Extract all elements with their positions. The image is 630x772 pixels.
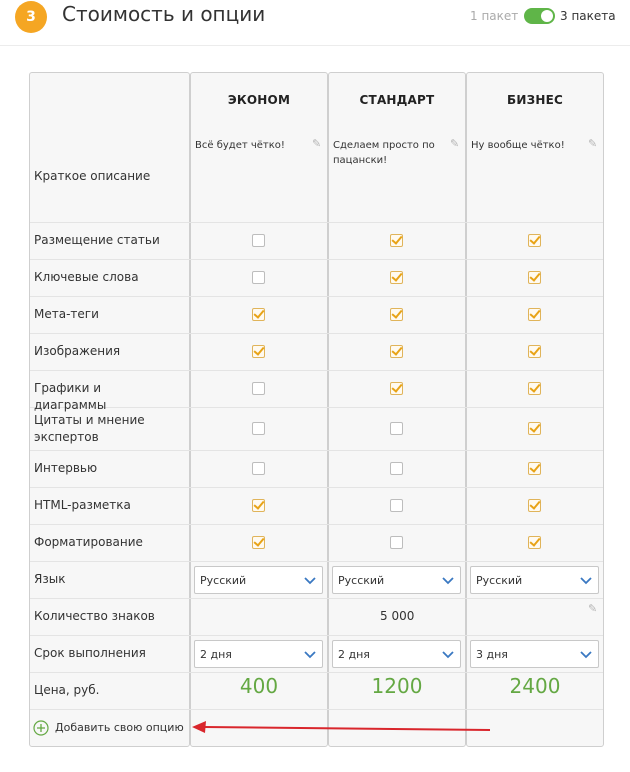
select-value: 3 дня: [476, 648, 508, 661]
option-label: Размещение статьи: [34, 233, 160, 247]
plus-circle-icon: [33, 720, 49, 736]
option-label: Графики и диаграммы: [34, 381, 107, 412]
chevron-down-icon: [441, 647, 455, 661]
deadline-select[interactable]: [194, 640, 323, 668]
row-separator: [30, 635, 603, 636]
option-checkbox[interactable]: [528, 499, 541, 512]
row-separator: [30, 672, 603, 673]
select-value: Русский: [200, 574, 247, 587]
select-value: Русский: [338, 574, 385, 587]
option-checkbox[interactable]: [390, 536, 403, 549]
package-name: СТАНДАРТ: [359, 93, 435, 107]
option-checkbox[interactable]: [252, 234, 265, 247]
toggle-left-label[interactable]: 1 пакет: [470, 9, 519, 23]
select-value: 2 дня: [338, 648, 370, 661]
package-name: БИЗНЕС: [507, 93, 563, 107]
option-checkbox[interactable]: [528, 462, 541, 475]
row-label-short-description: Краткое описание: [34, 169, 151, 183]
add-option-label: Добавить свою опцию: [55, 721, 184, 734]
row-label-char-count: Количество знаков: [34, 609, 155, 623]
red-arrow-annotation: [190, 718, 495, 740]
package-description[interactable]: Всё будет чётко!: [195, 140, 285, 151]
deadline-select[interactable]: [332, 640, 461, 668]
package-description[interactable]: Ну вообще чётко!: [471, 140, 565, 151]
option-checkbox[interactable]: [390, 234, 403, 247]
package-name: ЭКОНОМ: [227, 93, 291, 107]
option-checkbox[interactable]: [390, 382, 403, 395]
row-separator: [30, 296, 603, 297]
row-separator: [30, 450, 603, 451]
option-label: Мета-теги: [34, 307, 99, 321]
option-checkbox[interactable]: [528, 345, 541, 358]
option-label: Цитаты и мнение экспертов: [34, 412, 145, 444]
select-value: Русский: [476, 574, 523, 587]
language-select[interactable]: [194, 566, 323, 594]
package-price: 400: [239, 674, 279, 698]
option-checkbox[interactable]: [252, 422, 265, 435]
row-separator: [30, 333, 603, 334]
row-label-language: Язык: [34, 572, 66, 586]
option-checkbox[interactable]: [528, 271, 541, 284]
toggle-knob: [541, 10, 553, 22]
edit-pencil-icon[interactable]: ✎: [450, 137, 460, 150]
option-label: Изображения: [34, 344, 121, 358]
option-label: HTML-разметка: [34, 498, 131, 512]
row-separator: [30, 222, 603, 223]
option-checkbox[interactable]: [390, 462, 403, 475]
row-label-price: Цена, руб.: [34, 683, 100, 697]
option-checkbox[interactable]: [252, 382, 265, 395]
select-value: 2 дня: [200, 648, 232, 661]
char-count-value[interactable]: 5 000: [380, 609, 415, 623]
packages-toggle[interactable]: [524, 8, 555, 24]
row-separator: [30, 524, 603, 525]
option-checkbox[interactable]: [390, 271, 403, 284]
chevron-down-icon: [579, 573, 593, 587]
option-checkbox[interactable]: [390, 499, 403, 512]
package-price: 2400: [509, 674, 561, 698]
section-header: [0, 0, 630, 46]
option-checkbox[interactable]: [528, 234, 541, 247]
option-checkbox[interactable]: [528, 308, 541, 321]
edit-pencil-icon[interactable]: ✎: [588, 137, 598, 150]
option-label: Интервью: [34, 461, 98, 475]
row-separator: [30, 598, 603, 599]
option-checkbox[interactable]: [252, 308, 265, 321]
chevron-down-icon: [303, 647, 317, 661]
option-checkbox[interactable]: [528, 536, 541, 549]
page-title: Стоимость и опции: [62, 2, 266, 26]
option-checkbox[interactable]: [252, 345, 265, 358]
row-separator: [30, 487, 603, 488]
row-separator: [30, 370, 603, 371]
deadline-select[interactable]: [470, 640, 599, 668]
toggle-right-label[interactable]: 3 пакета: [560, 9, 616, 23]
edit-pencil-icon[interactable]: ✎: [312, 137, 322, 150]
option-checkbox[interactable]: [252, 499, 265, 512]
option-label: Форматирование: [34, 535, 143, 549]
option-checkbox[interactable]: [390, 422, 403, 435]
package-description[interactable]: Сделаем просто по пацански!: [333, 140, 435, 166]
language-select[interactable]: [332, 566, 461, 594]
chevron-down-icon: [303, 573, 317, 587]
chevron-down-icon: [579, 647, 593, 661]
row-separator: [30, 259, 603, 260]
option-checkbox[interactable]: [252, 462, 265, 475]
row-separator: [30, 709, 603, 710]
edit-pencil-icon[interactable]: ✎: [588, 602, 598, 615]
row-separator: [30, 561, 603, 562]
option-checkbox[interactable]: [528, 422, 541, 435]
option-checkbox[interactable]: [390, 308, 403, 321]
step-number-badge: 3: [15, 1, 47, 33]
option-checkbox[interactable]: [252, 271, 265, 284]
chevron-down-icon: [441, 573, 455, 587]
language-select[interactable]: [470, 566, 599, 594]
option-label: Ключевые слова: [34, 270, 139, 284]
option-checkbox[interactable]: [390, 345, 403, 358]
row-label-deadline: Срок выполнения: [34, 646, 146, 660]
option-checkbox[interactable]: [528, 382, 541, 395]
package-price: 1200: [371, 674, 423, 698]
option-checkbox[interactable]: [252, 536, 265, 549]
